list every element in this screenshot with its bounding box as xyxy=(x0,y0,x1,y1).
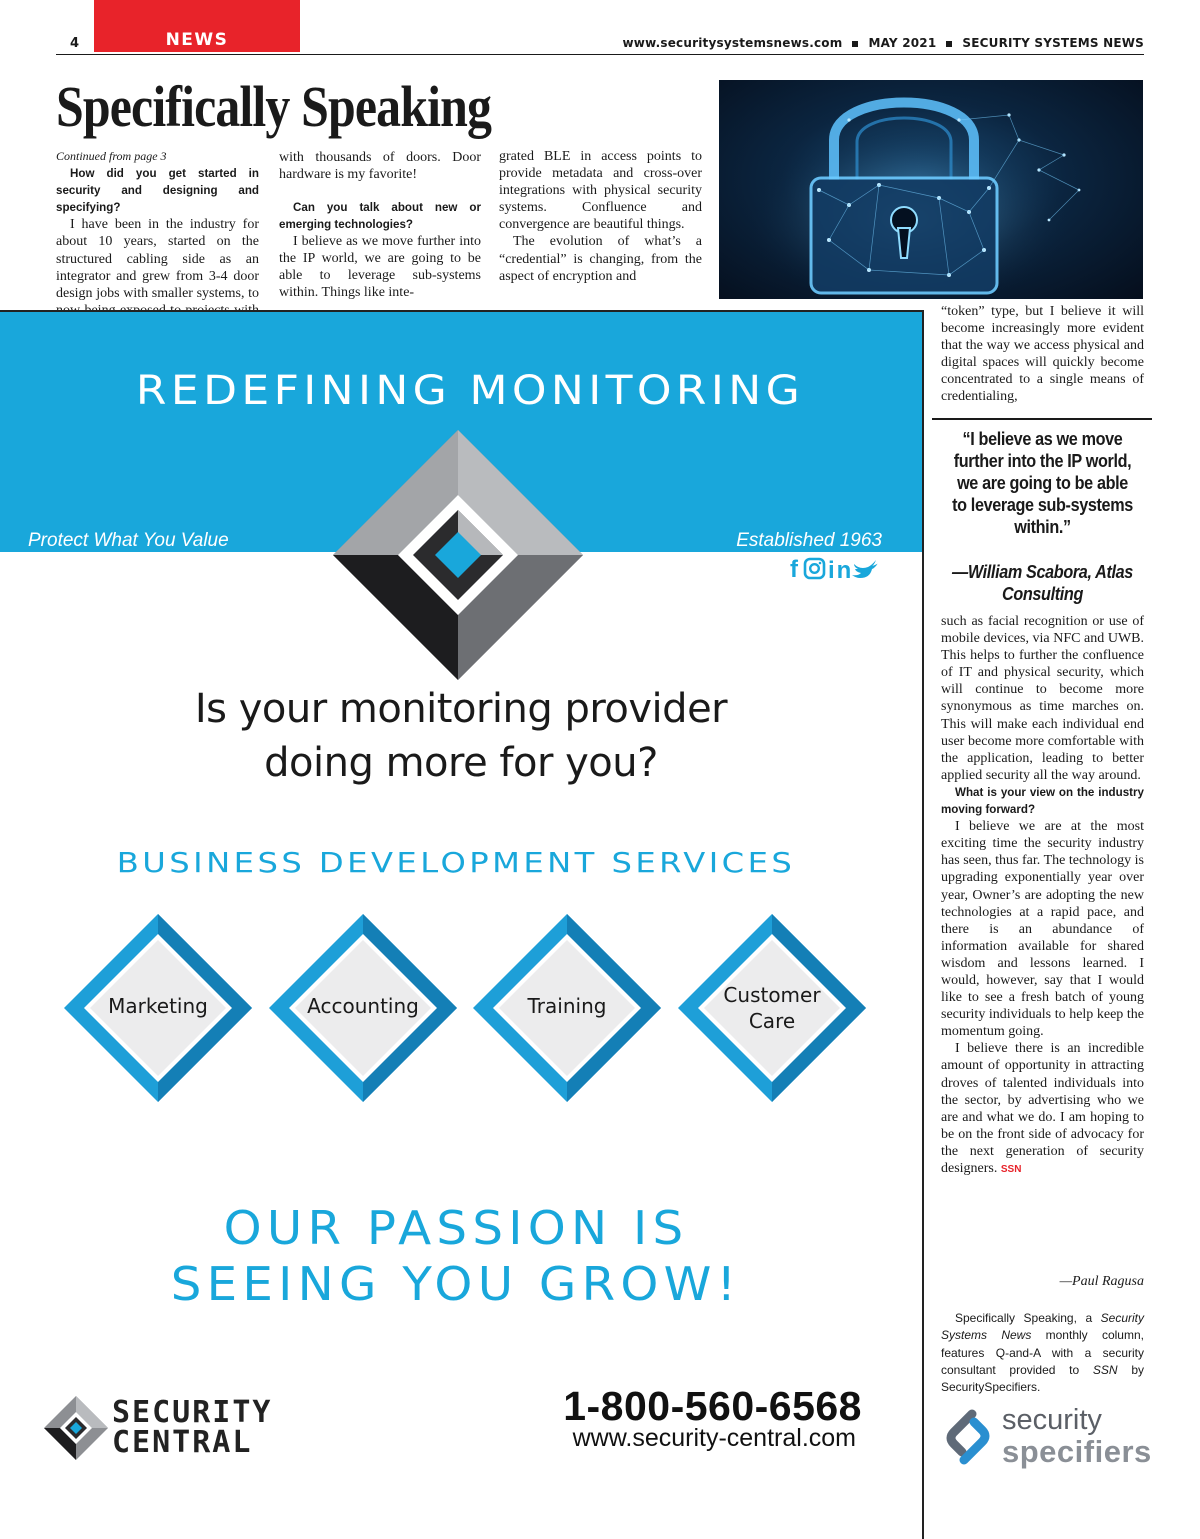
article-column-3 xyxy=(499,148,702,285)
security-central-diamond-logo xyxy=(333,430,583,680)
ad-passion-line-2: SEEING YOU GROW! xyxy=(170,1257,742,1311)
question-1: How did you get started in security and designing and specifying? xyxy=(56,167,259,215)
advertiser-name-line-2: CENTRAL xyxy=(112,1425,253,1460)
service-label: Accounting xyxy=(307,994,419,1018)
services-title: BUSINESS DEVELOPMENT SERVICES xyxy=(116,846,796,879)
service-label: Training xyxy=(527,994,607,1018)
footnote-italic: SSN xyxy=(1092,1362,1118,1377)
answer-2: I believe as we move further into the IP world, we are going to be able to leverage sub-systems within. Things like inte- xyxy=(279,234,481,301)
ad-phone-number[interactable]: 1-800-560-6568 xyxy=(563,1383,862,1429)
separator-square-icon xyxy=(946,41,952,47)
ad-question xyxy=(0,682,922,790)
end-mark: SSN xyxy=(1000,1164,1022,1175)
service-marketing xyxy=(62,912,254,1104)
social-icon-row xyxy=(788,556,882,582)
column-footnote xyxy=(941,1310,1144,1396)
ad-border-right xyxy=(922,310,924,1539)
footnote-italic: Security Systems News xyxy=(941,1311,1144,1343)
pullquote-attribution: —William Scabora, Atlas Consulting xyxy=(952,562,1133,604)
pullquote: “I believe as we move further into the IP world, we are going to be able to leverage sub-systems within.” xyxy=(952,429,1133,537)
answer-3-end: such as facial recognition or use of mobile devices, via NFC and UWB. This helps to further the confluence of IT and physical security, which will continue to become more synonymous as time marches on. This will make each individual end user become more comfortable with the application, leading to better applied security all the way around. xyxy=(941,614,1144,783)
continued-from: Continued from page 3 xyxy=(56,149,167,163)
publication-name: SECURITY SYSTEMS NEWS xyxy=(962,36,1144,50)
padlock-icon xyxy=(719,80,1143,299)
footnote-text xyxy=(941,1310,1144,1396)
ad-question-line-1: Is your monitoring provider xyxy=(194,686,728,732)
ad-headline: REDEFINING MONITORING xyxy=(135,368,805,414)
advertiser-name xyxy=(112,1395,273,1460)
separator-square-icon xyxy=(852,41,858,47)
service-accounting xyxy=(267,912,459,1104)
ad-border-top xyxy=(0,310,924,312)
instagram-icon xyxy=(805,559,824,578)
pullquote-rule xyxy=(932,418,1152,420)
answer-3-continued: “token” type, but I believe it will become increasingly more evident that the way we access physical and digital spaces will quickly become concentrated to a single means of credentialing, xyxy=(941,304,1144,405)
answer-5 xyxy=(941,1040,1144,1177)
ad-passion-slogan xyxy=(0,1200,935,1312)
question-2: Can you talk about new or emerging technologies? xyxy=(279,201,481,232)
social-icons xyxy=(788,556,882,588)
section-tab xyxy=(94,0,300,52)
header-rule xyxy=(56,54,1144,55)
ad-website-link[interactable]: www.security-central.com xyxy=(572,1424,856,1452)
facebook-icon: f xyxy=(790,556,800,582)
ad-tagline-left: Protect What You Value xyxy=(28,530,229,551)
answer-1-flow: with thousands of doors. Door hardware is my favorite! xyxy=(279,149,481,182)
footnote-part: Specifically Speaking, a xyxy=(955,1311,1101,1325)
ad-tagline-right: Established 1963 xyxy=(736,530,882,551)
answer-1-text: I have been in the industry for about 10 years, started on the structured cabling side as an integrator and grew from 3-4 door design jobs with smaller systems, to xyxy=(56,217,259,301)
answer-1-continued xyxy=(279,148,481,199)
sponsor-logo-line-1: security xyxy=(1002,1404,1102,1436)
answer-3: The evolution of what’s a “credential” is changing, from the aspect of encryption and xyxy=(499,234,702,284)
service-customer-care xyxy=(676,912,868,1104)
footnote-part: monthly column, features Q-and-A with a security consultant provided to xyxy=(941,1328,1144,1377)
answer-2-continued: grated BLE in access points to provide metadata and cross-over integrations with physical security systems. Confluence and convergence are beautiful things. xyxy=(499,149,702,233)
article-column-1 xyxy=(56,148,259,318)
author-signoff: —Paul Ragusa xyxy=(1059,1274,1144,1289)
article-column-4-bottom xyxy=(941,613,1144,1177)
security-central-logo-icon xyxy=(44,1396,108,1460)
page-number: 4 xyxy=(70,36,80,51)
service-label: Marketing xyxy=(108,994,208,1018)
article-headline: Specifically Speaking xyxy=(56,74,492,139)
answer-1-overflow xyxy=(279,148,481,183)
folio xyxy=(623,36,1144,50)
article-column-2 xyxy=(279,148,481,302)
answer-4: I believe we are at the most exciting time the security industry has seen, thus far. The technology is upgrading exponentially year over year, Owner’s are adopting the new technologies at a rapid pace, and there is an abundance of information available for shared wisdom and lessons learned. I would, however, say that I would like to see a fresh batch of young security individuals to help keep the momentum going. xyxy=(941,819,1144,1040)
security-specifiers-logo-icon xyxy=(942,1408,994,1466)
linkedin-icon: in xyxy=(828,557,854,582)
issue-date: MAY 2021 xyxy=(868,36,937,50)
twitter-icon xyxy=(852,560,878,578)
ad-question-line-2: doing more for you? xyxy=(264,740,658,786)
answer-5-text: I believe there is an incredible amount of opportunity in attracting droves of talented individuals into the sector, by advertising who we are and what we do. I am hoping to be on the front side of advocacy for the next generation of security designers. xyxy=(941,1041,1144,1176)
sponsor-logo-line-2: specifiers xyxy=(1002,1434,1152,1469)
question-3: What is your view on the industry moving forward? xyxy=(941,785,1144,817)
ad-passion-line-1: OUR PASSION IS xyxy=(223,1201,689,1255)
section-label: NEWS xyxy=(165,30,229,50)
service-label: Customer Care xyxy=(723,983,821,1033)
footnote-part: by SecuritySpecifiers. xyxy=(941,1362,1144,1395)
padlock-network-image xyxy=(719,80,1143,299)
advertiser-name-line-1: SECURITY xyxy=(112,1395,273,1430)
answer-1 xyxy=(56,216,259,318)
website-link[interactable]: www.securitysystemsnews.com xyxy=(622,36,843,50)
service-training xyxy=(471,912,663,1104)
